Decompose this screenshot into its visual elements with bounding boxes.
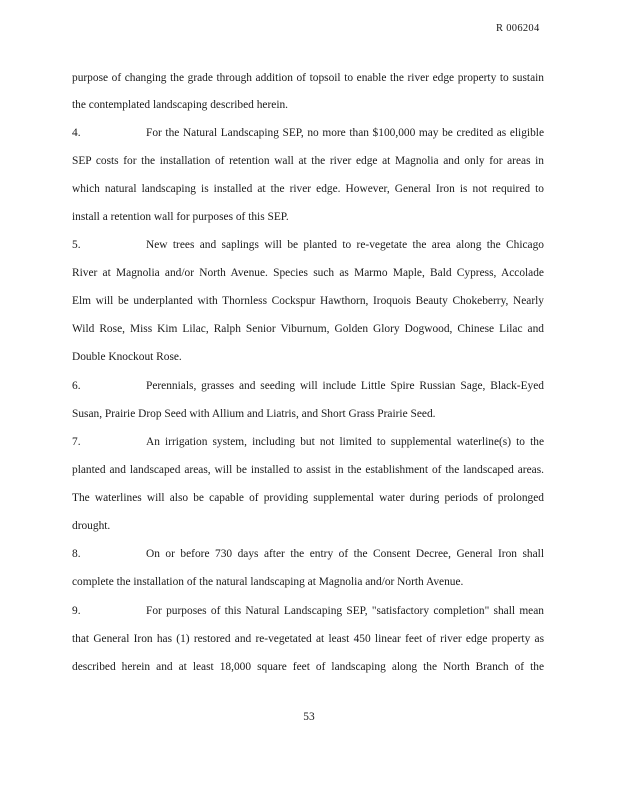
- paragraph-number: 6.: [72, 380, 81, 392]
- paragraph-9-first-line: 9. For purposes of this Natural Landscaping SEP, "satisfactory completion" shall mean: [72, 605, 544, 617]
- text-line: complete the installation of the natural landscaping at Magnolia and/or North Avenue.: [72, 576, 464, 588]
- paragraph-number: 7.: [72, 436, 81, 448]
- text-line: install a retention wall for purposes of this SEP.: [72, 211, 289, 223]
- paragraph-8-first-line: 8. On or before 730 days after the entry of the Consent Decree, General Iron shall: [72, 548, 544, 560]
- text-line: purpose of changing the grade through addition of topsoil to enable the river edge property to sustain: [72, 72, 544, 84]
- text-line: Double Knockout Rose.: [72, 351, 182, 363]
- paragraph-7-first-line: 7. An irrigation system, including but not limited to supplemental waterline(s) to the: [72, 436, 544, 448]
- text-line: SEP costs for the installation of retention wall at the river edge at Magnolia and only for areas in: [72, 155, 544, 167]
- bates-number: R 006204: [496, 23, 540, 34]
- text-line: described herein and at least 18,000 square feet of landscaping along the North Branch of the: [72, 661, 544, 673]
- text-line: drought.: [72, 520, 111, 532]
- text-line: planted and landscaped areas, will be installed to assist in the establishment of the landscaped areas.: [72, 464, 544, 476]
- paragraph-6-first-line: 6. Perennials, grasses and seeding will include Little Spire Russian Sage, Black-Eyed: [72, 380, 544, 392]
- paragraph-number: 5.: [72, 239, 81, 251]
- paragraph-number: 4.: [72, 127, 81, 139]
- text-line: Wild Rose, Miss Kim Lilac, Ralph Senior Viburnum, Golden Glory Dogwood, Chinese Lilac and: [72, 323, 544, 335]
- page-number: 53: [303, 711, 315, 723]
- paragraph-5-first-line: 5. New trees and saplings will be planted to re-vegetate the area along the Chicago: [72, 239, 544, 251]
- text-line: The waterlines will also be capable of providing supplemental water during periods of prolonged: [72, 492, 544, 504]
- text-line: the contemplated landscaping described herein.: [72, 99, 289, 111]
- text-line: River at Magnolia and/or North Avenue. Species such as Marmo Maple, Bald Cypress, Accolade: [72, 267, 544, 279]
- text-line: Elm will be underplanted with Thornless Cockspur Hawthorn, Iroquois Beauty Chokeberry, Nearly: [72, 295, 544, 307]
- text-line: that General Iron has (1) restored and re-vegetated at least 450 linear feet of river edge property as: [72, 633, 544, 645]
- paragraph-number: 8.: [72, 548, 81, 560]
- paragraph-number: 9.: [72, 605, 81, 617]
- text-line: Susan, Prairie Drop Seed with Allium and Liatris, and Short Grass Prairie Seed.: [72, 408, 436, 420]
- paragraph-4-first-line: 4. For the Natural Landscaping SEP, no more than $100,000 may be credited as eligible: [72, 127, 544, 139]
- text-line: which natural landscaping is installed at the river edge. However, General Iron is not required to: [72, 183, 544, 195]
